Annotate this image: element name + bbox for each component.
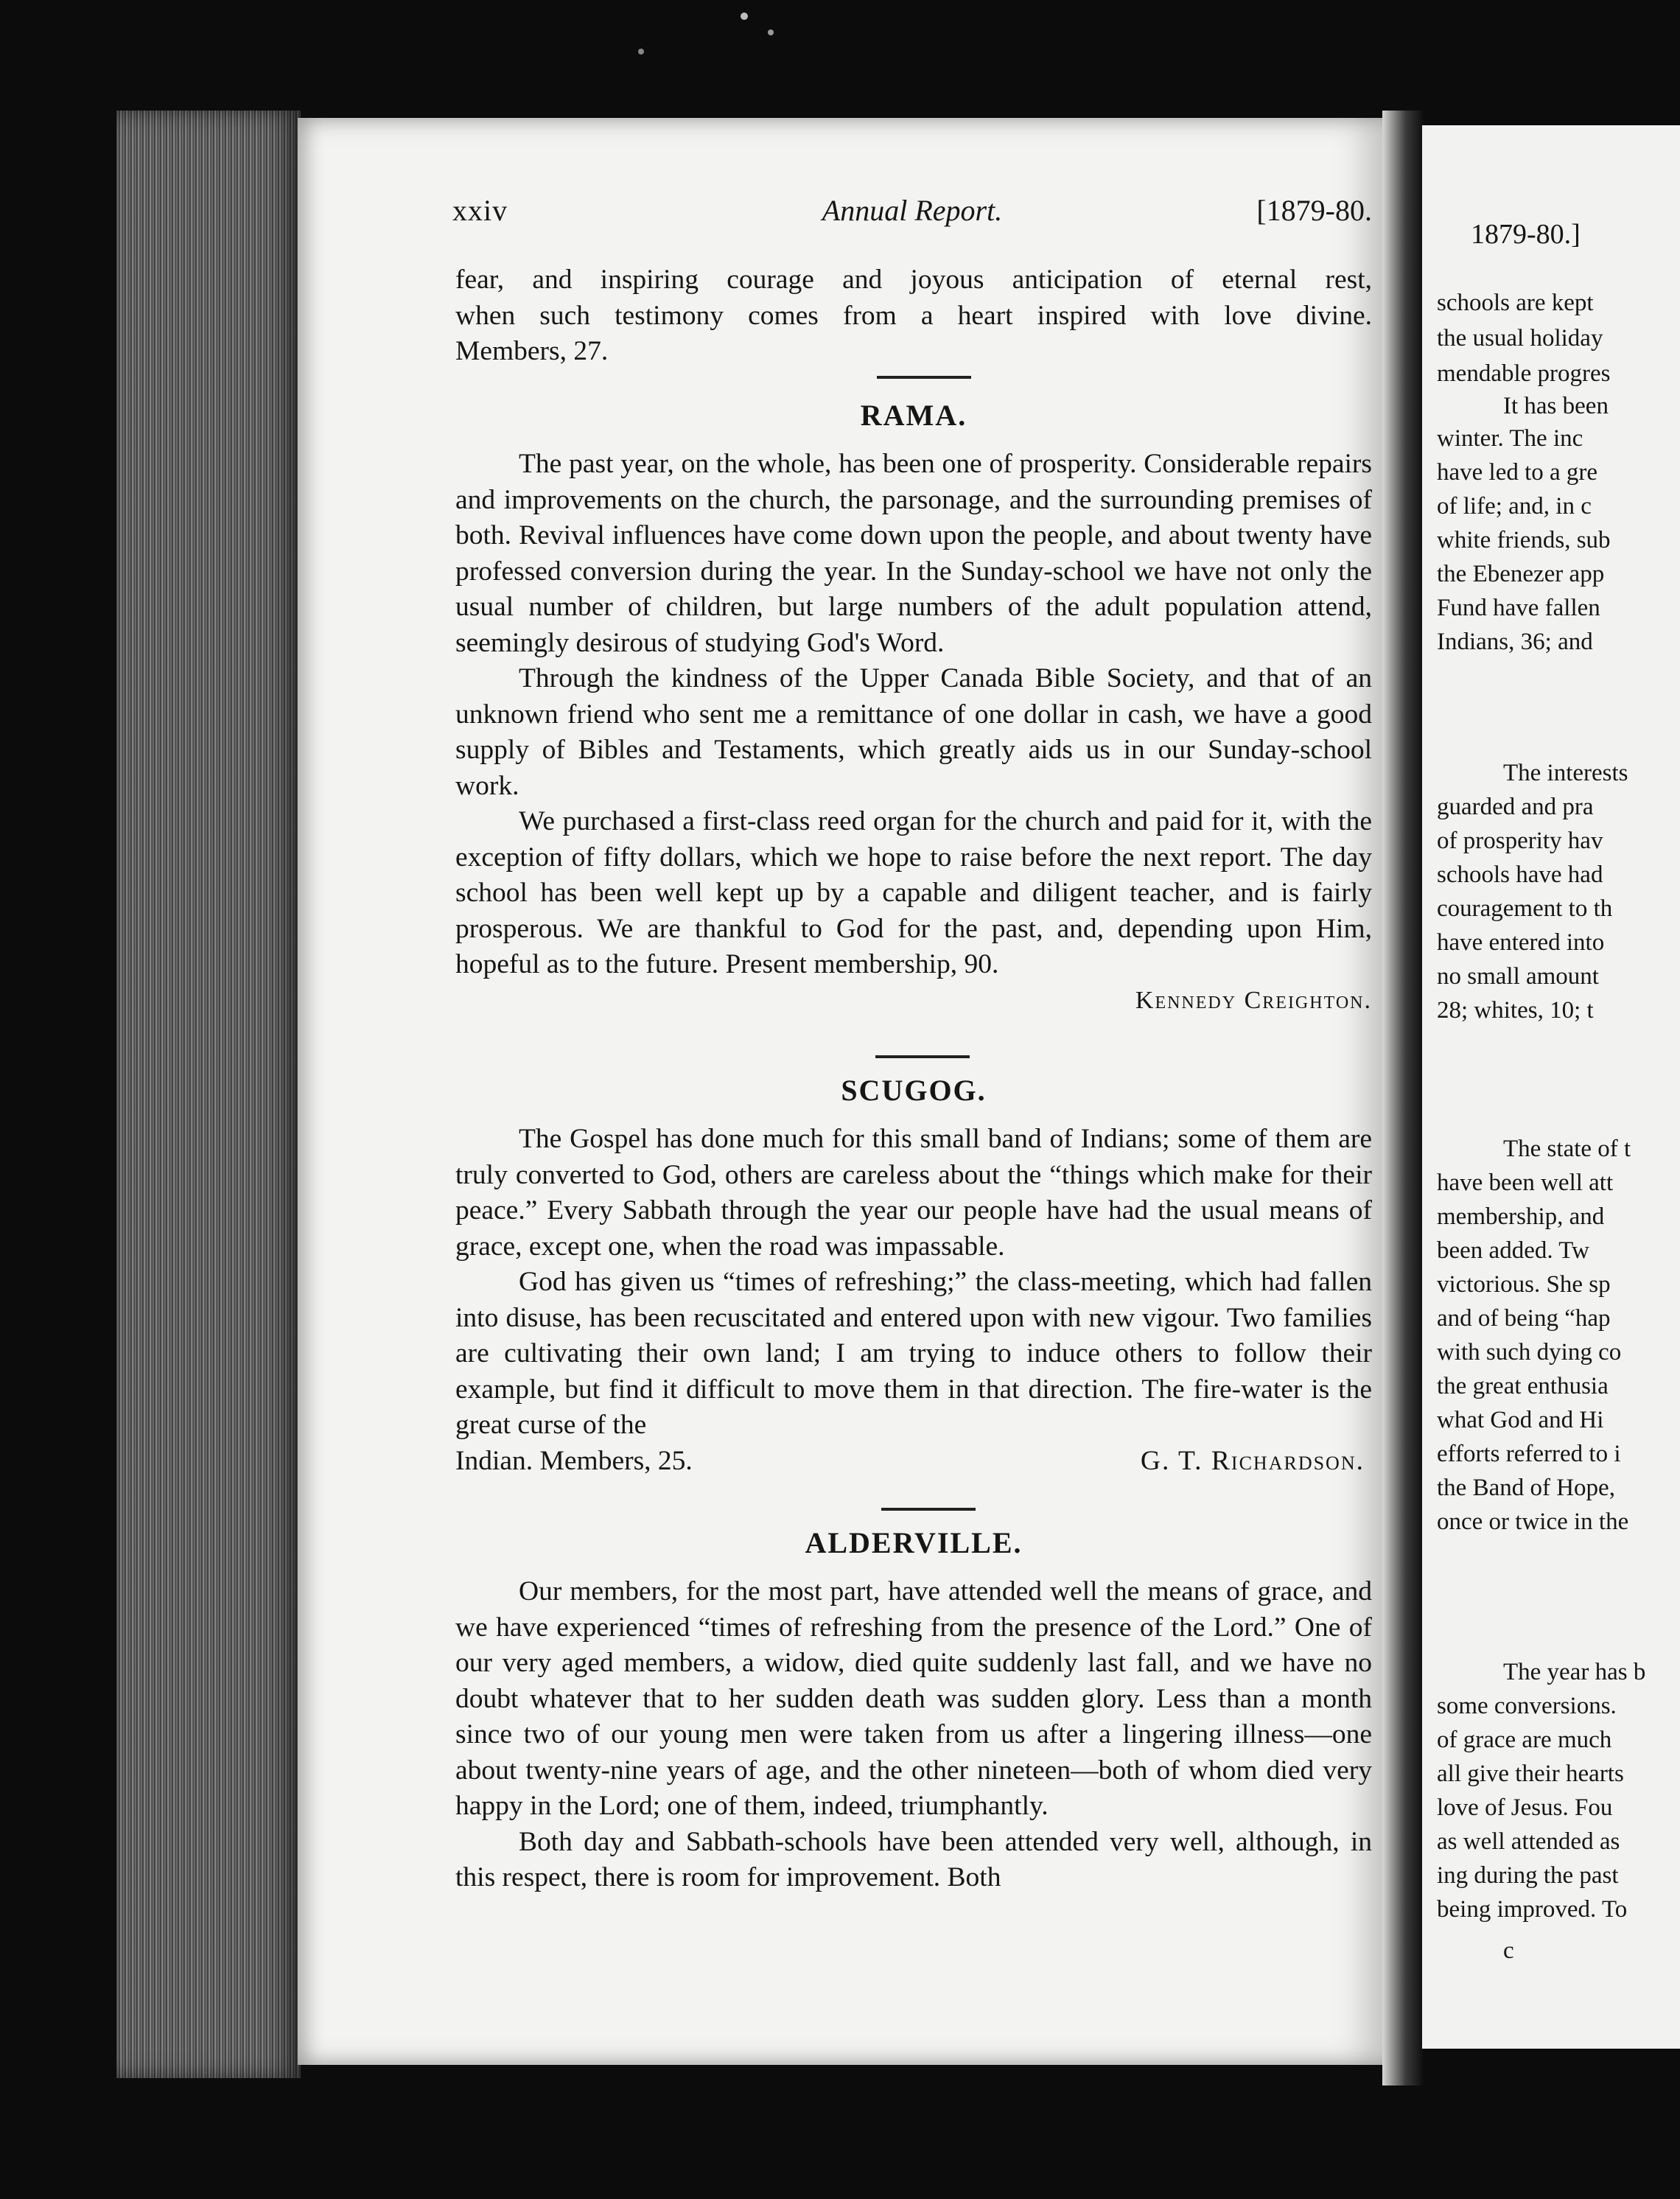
text-line: efforts referred to i — [1437, 1441, 1621, 1467]
text-line: and of being “hap — [1437, 1305, 1611, 1332]
text-line: when such testimony comes from a heart inspired with love divine. — [455, 300, 1372, 331]
text-line: of life; and, in c — [1437, 493, 1592, 520]
text-line: Indian. Members, 25. — [455, 1445, 693, 1476]
text-line: no small amount — [1437, 963, 1599, 990]
text-line: winter. The inc — [1437, 425, 1583, 452]
paragraph: The past year, on the whole, has been one of prosperity. Considerable repairs and improvements on the church, the parsonage, and the surrounding premises of both. Revival influences have come down upon the people, and about twenty have professed conversion during the year. In the Sunday-school we have not only the usual number of children, but large numbers of the adult population attend, seemingly desirous of studying God's Word. — [455, 449, 1372, 658]
text-line: have entered into — [1437, 929, 1605, 956]
text-line: schools have had — [1437, 861, 1603, 888]
section-divider — [877, 376, 971, 379]
book-gutter — [1382, 111, 1425, 2086]
paragraph: Both day and Sabbath-schools have been attended very well, although, in this respect, there is room for improvement. Both — [455, 1826, 1372, 1892]
text-line: of prosperity hav — [1437, 828, 1603, 854]
paragraph: We purchased a first-class reed organ for the church and paid for it, with the exception of fifty dollars, which we hope to raise before the next report. The day school has been well kept up by a capable and diligent teacher, and is fairly prosperous. We are thankful to God for the past, and, depending upon Him, hopeful as to the future. Present membership, 90. — [455, 806, 1372, 979]
text-line: have led to a gre — [1437, 459, 1598, 486]
text-line: being improved. To — [1437, 1896, 1628, 1923]
paragraph: Through the kindness of the Upper Canada Bible Society, and that of an unknown friend who sent me a remittance of one dollar in cash, we have a good supply of Bibles and Testaments, which greatly aids us in our Sunday-school work. — [455, 663, 1372, 801]
text-line: love of Jesus. Fou — [1437, 1794, 1613, 1821]
alderville-section — [455, 1574, 1372, 1896]
text-line: The interests — [1503, 760, 1628, 786]
running-title: Annual Report. — [822, 194, 1003, 227]
text-line: couragement to th — [1437, 895, 1613, 922]
section-divider — [881, 1508, 976, 1511]
paragraph: Our members, for the most part, have attended well the means of grace, and we have experienced “times of refreshing from the presence of the Lord.” One of our very aged members, a widow, died quite suddenly last fall, and we have no doubt whatever that to her sudden death was sudden glory. Less than a month since two of our young men were taken from us after a lingering illness—one about twenty-nine years of age, and the other nineteen—both of whom died very happy in the Lord; one of them, indeed, triumphantly. — [455, 1576, 1372, 1821]
text-line: the Band of Hope, — [1437, 1475, 1615, 1501]
text-line: schools are kept — [1437, 290, 1594, 316]
text-line: 28; whites, 10; t — [1437, 997, 1594, 1024]
text-line: what God and Hi — [1437, 1407, 1604, 1433]
text-line: once or twice in the — [1437, 1508, 1629, 1535]
section-heading-scugog: SCUGOG. — [841, 1074, 987, 1107]
text-line: have been well att — [1437, 1170, 1614, 1196]
signature: Kennedy Creighton. — [1135, 986, 1372, 1014]
intro-paragraph — [455, 262, 1372, 370]
text-line: The state of t — [1503, 1136, 1631, 1162]
section-heading-rama: RAMA. — [860, 399, 967, 432]
text-line: of grace are much — [1437, 1727, 1612, 1753]
header-year: [1879-80. — [1256, 194, 1372, 227]
text-line: all give their hearts — [1437, 1761, 1624, 1787]
section-divider — [875, 1055, 970, 1058]
text-line: with such dying co — [1437, 1339, 1622, 1366]
paragraph: The Gospel has done much for this small band of Indians; some of them are truly converted to God, others are careless about the “things which make for their peace.” Every Sabbath through the year our people have had the usual means of grace, except one, when the road was impassable. — [455, 1124, 1372, 1262]
text-line: some conversions. — [1437, 1693, 1617, 1719]
page-header — [452, 193, 1372, 230]
closing-line — [455, 1444, 1372, 1480]
rama-section — [455, 447, 1372, 1018]
text-line: Members, 27. — [455, 336, 609, 366]
text-line: ing during the past — [1437, 1862, 1619, 1889]
text-line: Fund have fallen — [1437, 595, 1600, 621]
right-page-header: 1879-80.] — [1471, 219, 1581, 250]
signature: G. T. Richardson. — [1140, 1445, 1365, 1476]
text-line: Indians, 36; and — [1437, 629, 1593, 655]
book-page-edges — [116, 111, 301, 2078]
text-line: the usual holiday — [1437, 325, 1603, 352]
scugog-section — [455, 1122, 1372, 1479]
text-line: It has been — [1503, 393, 1609, 419]
text-line: mendable progres — [1437, 360, 1611, 387]
text-line: The year has b — [1503, 1659, 1646, 1685]
signature-mark: c — [1503, 1937, 1514, 1964]
text-line: membership, and — [1437, 1203, 1605, 1230]
text-line: fear, and inspiring courage and joyous anticipation of eternal rest, — [455, 265, 1372, 295]
text-line: the great enthusia — [1437, 1373, 1609, 1399]
page-number: xxiv — [452, 194, 508, 227]
text-line: white friends, sub — [1437, 527, 1611, 553]
text-line: been added. Tw — [1437, 1237, 1589, 1264]
text-line: guarded and pra — [1437, 794, 1594, 820]
text-line: the Ebenezer app — [1437, 561, 1605, 587]
section-heading-alderville: ALDERVILLE. — [805, 1526, 1023, 1559]
paragraph: God has given us “times of refreshing;” the class-meeting, which had fallen into disuse, has been recuscitated and entered upon with new vigour. Two families are cultivating their own land; I am trying to induce others to follow their example, but find it difficult to move them in that direction. The fire-water is the great curse of the — [455, 1267, 1372, 1440]
text-line: victorious. She sp — [1437, 1271, 1611, 1298]
text-line: as well attended as — [1437, 1828, 1620, 1855]
